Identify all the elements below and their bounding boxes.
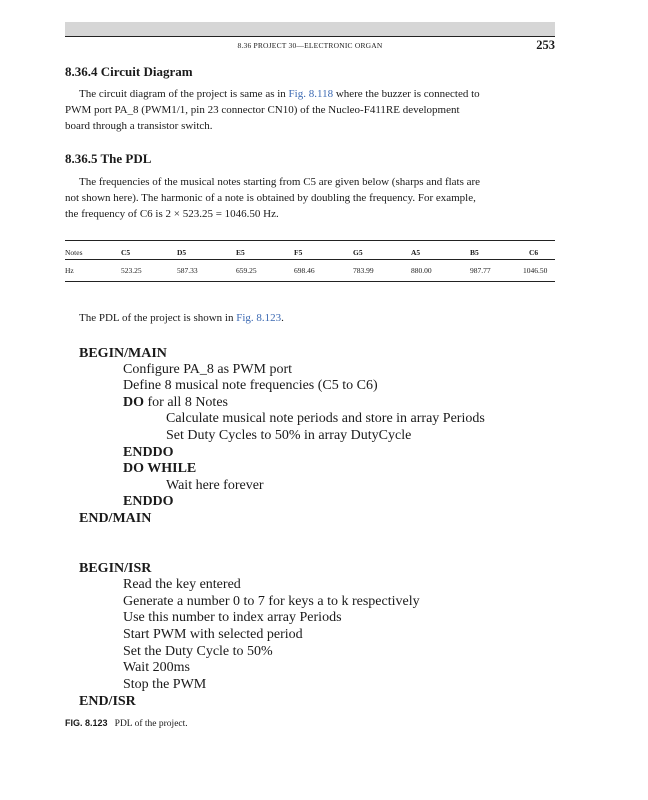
pdl-intro-end: . (281, 312, 284, 324)
figure-label: FIG. 8.123 (65, 718, 108, 728)
pdl-text-line3: the frequency of C6 is 2 × 523.25 = 1046.50 Hz. (65, 208, 279, 220)
table-hz-c6: 1046.50 (523, 266, 548, 275)
table-note-f5: F5 (294, 248, 303, 257)
table-hz-d5: 587.33 (177, 266, 198, 275)
pdl-intro-text: The PDL of the project is shown in (79, 312, 237, 324)
header-band (65, 22, 555, 36)
pdl-do-rest: for all 8 Notes (144, 395, 228, 410)
pdl-do-while: DO WHILE (123, 461, 197, 476)
pdl-isr-line: Generate a number 0 to 7 for keys a to k respectively (123, 594, 420, 609)
table-row-header-notes: Notes (65, 248, 83, 257)
table-note-d5: D5 (177, 248, 187, 257)
fig-8-118-link[interactable]: Fig. 8.118 (288, 88, 334, 100)
table-bottom-rule (65, 281, 555, 282)
table-hz-g5: 783.99 (353, 266, 374, 275)
pdl-main-line: Configure PA_8 as PWM port (123, 362, 293, 377)
pdl-isr-line: Stop the PWM (123, 677, 207, 692)
table-hz-f5: 698.46 (294, 266, 315, 275)
fig-8-123-link[interactable]: Fig. 8.123 (236, 312, 282, 324)
pdl-isr-line: Use this number to index array Periods (123, 610, 342, 625)
pdl-end-main: END/MAIN (79, 511, 152, 526)
figure-caption (65, 718, 188, 729)
pdl-main-line (123, 395, 228, 411)
circuit-text-start: The circuit diagram of the project is same as in (79, 88, 289, 100)
pdl-isr-line: Read the key entered (123, 577, 241, 592)
page-number: 253 (536, 38, 555, 52)
pdl-text-line2: not shown here). The harmonic of a note is obtained by doubling the frequency. For example, (65, 192, 476, 204)
running-head: 8.36 PROJECT 30—ELECTRONIC ORGAN (237, 41, 383, 50)
pdl-begin-main: BEGIN/MAIN (79, 346, 167, 361)
pdl-isr-line: Wait 200ms (123, 660, 190, 675)
pdl-enddo: ENDDO (123, 445, 174, 460)
pdl-main-line: Wait here forever (166, 478, 264, 493)
section-heading-pdl: 8.36.5 The PDL (65, 151, 152, 166)
table-hz-b5: 987.77 (470, 266, 491, 275)
pdl-begin-isr: BEGIN/ISR (79, 561, 152, 576)
circuit-text-line3: board through a transistor switch. (65, 120, 213, 132)
circuit-text-line2: PWM port PA_8 (PWM1/1, pin 23 connector CN10) of the Nucleo-F411RE development (65, 104, 460, 116)
figure-caption-text: PDL of the project. (114, 719, 188, 729)
pdl-intro-paragraph (65, 310, 554, 326)
table-note-g5: G5 (353, 248, 363, 257)
table-note-c5: C5 (121, 248, 131, 257)
table-note-e5: E5 (236, 248, 245, 257)
pdl-isr-line: Start PWM with selected period (123, 627, 303, 642)
circuit-paragraph (65, 86, 554, 134)
table-note-a5: A5 (411, 248, 421, 257)
pdl-enddo: ENDDO (123, 494, 174, 509)
table-hz-c5: 523.25 (121, 266, 142, 275)
pdl-paragraph (65, 174, 554, 222)
pdl-main-line: Calculate musical note periods and store in array Periods (166, 411, 485, 426)
table-mid-rule (65, 259, 555, 260)
pdl-main-line: Define 8 musical note frequencies (C5 to C6) (123, 378, 378, 393)
pdl-isr-line: Set the Duty Cycle to 50% (123, 644, 273, 659)
pdl-do-keyword: DO (123, 395, 144, 410)
pdl-main-line: Set Duty Cycles to 50% in array DutyCycle (166, 428, 412, 443)
table-row-header-hz: Hz (65, 266, 74, 275)
pdl-text-line1: The frequencies of the musical notes starting from C5 are given below (sharps and flats are (79, 176, 481, 188)
header-rule (65, 36, 555, 37)
table-note-c6: C6 (529, 248, 539, 257)
table-top-rule (65, 240, 555, 241)
circuit-text-line1-end: where the buzzer is connected to (333, 88, 480, 100)
table-hz-e5: 659.25 (236, 266, 257, 275)
section-heading-circuit-diagram: 8.36.4 Circuit Diagram (65, 64, 193, 79)
table-note-b5: B5 (470, 248, 479, 257)
pdl-end-isr: END/ISR (79, 694, 136, 709)
table-hz-a5: 880.00 (411, 266, 432, 275)
